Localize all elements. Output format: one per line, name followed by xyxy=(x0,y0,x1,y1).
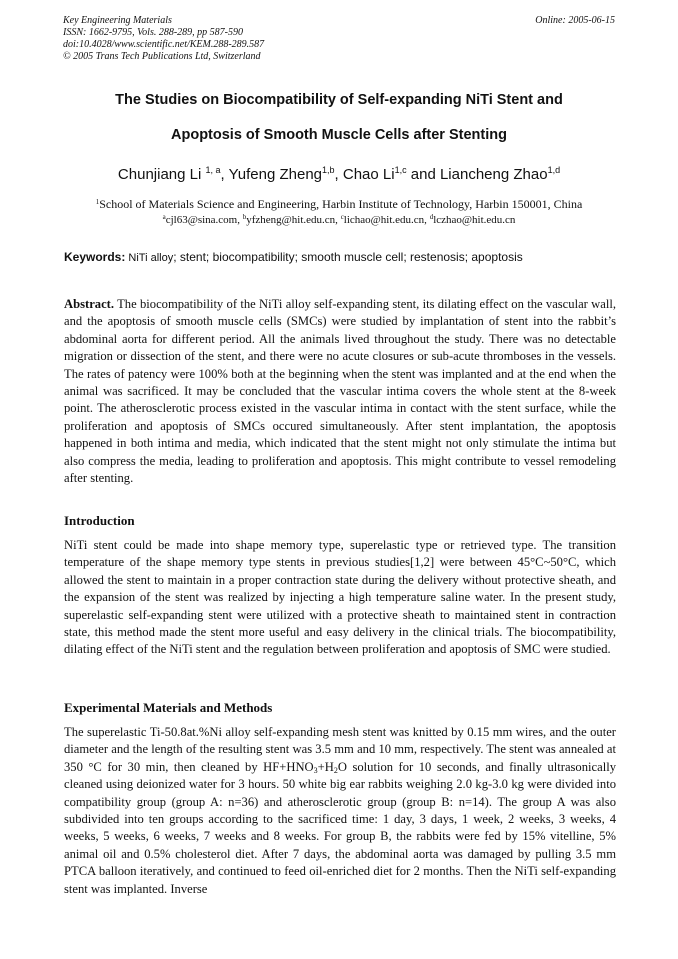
email-address[interactable]: lichao@hit.edu.cn, xyxy=(343,214,430,226)
journal-header xyxy=(63,15,615,63)
methods-text: O solution for 10 seconds, and finally ultrasonically cleaned using deionized water for 3 hours. 50 white big ear rabbits weighing 2.0 kg-3.0 kg were divided into compatibility group (group A: n=36) and atherosclerotic group (group B: n=14). The group A was also subdivided into ten groups according to the sacrificed time: 1 day, 3 days, 1 week, 2 weeks, 3 weeks, 4 weeks, 5 weeks, 6 weeks, 7 weeks and 8 weeks. For group B, the rabbits were fed by 15% vitelline, 5% animal oil and 0.5% cholesterol diet. After 7 days, the abdominal aorta was damaged by pulling 3.5 mm PTCA balloon iteratively, and continued to feed oil-enriched diet for 2 months. Then the NiTi self-expanding stent was implanted. Inverse xyxy=(64,759,616,896)
introduction-heading: Introduction xyxy=(64,513,135,528)
author-separator: , xyxy=(334,166,343,183)
author-name: Liancheng Zhao xyxy=(439,166,548,183)
author-separator: , xyxy=(220,166,229,183)
email-mark: c xyxy=(340,213,344,221)
journal-name: Key Engineering Materials xyxy=(63,15,172,26)
header-left xyxy=(63,15,615,63)
keywords-label: Keywords: xyxy=(64,250,126,264)
email-mark: d xyxy=(429,213,434,221)
email-mark: a xyxy=(162,213,166,221)
affiliation-mark: 1 xyxy=(95,198,100,206)
author-affiliation-mark: 1,b xyxy=(322,165,335,175)
abstract-text: The biocompatibility of the NiTi alloy self-expanding stent, its dilating effect on the vascular wall, and the apoptosis of smooth muscle cells (SMCs) were studied by implantation of stent into the rabbit’s abdominal aorta for different period. All the animals lived throughout the study. There was no detectable migration or dissection of the stent, and there were no acute closures or sub-acute thromboses in the vessels. The rates of patency were 100% both at the beginning when the stent was implanted and at the end when the animal was sacrificed. It may be concluded that the vascular intima covers the whole stent at the 8-week point. The atherosclerotic process existed in the vascular intima in contact with the stent surface, while the proliferation and apoptosis of SMCs occured simultaneously. After stent implantation, the apoptosis happened in both intima and media, which indicated that the stent might not only stimulate the intima but also compress the media, leading to proliferation and apoptosis. This might contribute to vessel remodeling after stenting. xyxy=(64,297,616,486)
chem-subscript: 2 xyxy=(333,765,338,775)
author-separator: and xyxy=(406,166,440,183)
methods-text: +H xyxy=(317,759,334,774)
author-name: Chao Li xyxy=(342,166,395,183)
author-affiliation-mark: 1, a xyxy=(205,165,221,175)
copyright-line: © 2005 Trans Tech Publications Ltd, Switzerland xyxy=(63,51,261,62)
author-affiliation-mark: 1,c xyxy=(394,165,407,175)
methods-text: The superelastic Ti-50.8at.%Ni alloy self-expanding mesh stent was knitted by 0.15 mm wires, and the outer diameter and the length of the resulting stent was 3.5 mm and 10 mm, respectively. The stent was annealed at 350 °C for 30 min, then cleaned by HF+HNO xyxy=(64,725,616,774)
online-date: Online: 2005-06-15 xyxy=(535,15,615,26)
issn-line: ISSN: 1662-9795, Vols. 288-289, pp 587-590 xyxy=(63,27,243,38)
email-address[interactable]: lczhao@hit.edu.cn xyxy=(433,214,516,226)
chem-subscript: 3 xyxy=(313,765,318,775)
author-emails xyxy=(40,214,638,226)
methods-heading: Experimental Materials and Methods xyxy=(64,700,273,715)
author-list xyxy=(40,166,638,183)
introduction-paragraph: NiTi stent could be made into shape memory type, superelastic type or retrieved type. The transition temperature of the shape memory type stents in previous studies[1,2] were between 45°C~50°C, which allowed the stent to maintain in a proper contraction state during the delivery without protective sheath, and the expansion of the stent was realized by injecting a high temperature saline water. In the present study, superelastic self-expanding stent were utilized with a protective sheath to maintained stent in contraction state, this method made the stent more useful and easy delivery in the clinical trials. The biocompatibility, dilating effect of the NiTi stent and the regulation between proliferation and apoptosis of SMC were studied. xyxy=(64,538,616,657)
email-mark: b xyxy=(242,213,247,221)
abstract-label: Abstract. xyxy=(64,297,115,311)
author-name: Yufeng Zheng xyxy=(228,166,323,183)
paper-title-line-1: The Studies on Biocompatibility of Self-expanding NiTi Stent and xyxy=(115,92,563,108)
affiliation-text: School of Materials Science and Engineering, Harbin Institute of Technology, Harbin 150001, China xyxy=(99,197,583,211)
email-address[interactable]: cjl63@sina.com, xyxy=(165,214,243,226)
affiliation xyxy=(40,197,638,212)
paper-title-line-2: Apoptosis of Smooth Muscle Cells after Stenting xyxy=(171,127,507,143)
email-address[interactable]: yfzheng@hit.edu.cn, xyxy=(246,214,341,226)
author-name: Chunjiang Li xyxy=(117,166,202,183)
methods-paragraph xyxy=(64,724,616,898)
keywords xyxy=(64,250,616,264)
keywords-rest: ; stent; biocompatibility; smooth muscle cell; restenosis; apoptosis xyxy=(173,250,523,264)
keywords-first: NiTi alloy xyxy=(125,252,174,264)
doi-line: doi:10.4028/www.scientific.net/KEM.288-289.587 xyxy=(63,39,265,50)
author-affiliation-mark: 1,d xyxy=(547,165,561,175)
abstract-paragraph xyxy=(64,296,616,487)
